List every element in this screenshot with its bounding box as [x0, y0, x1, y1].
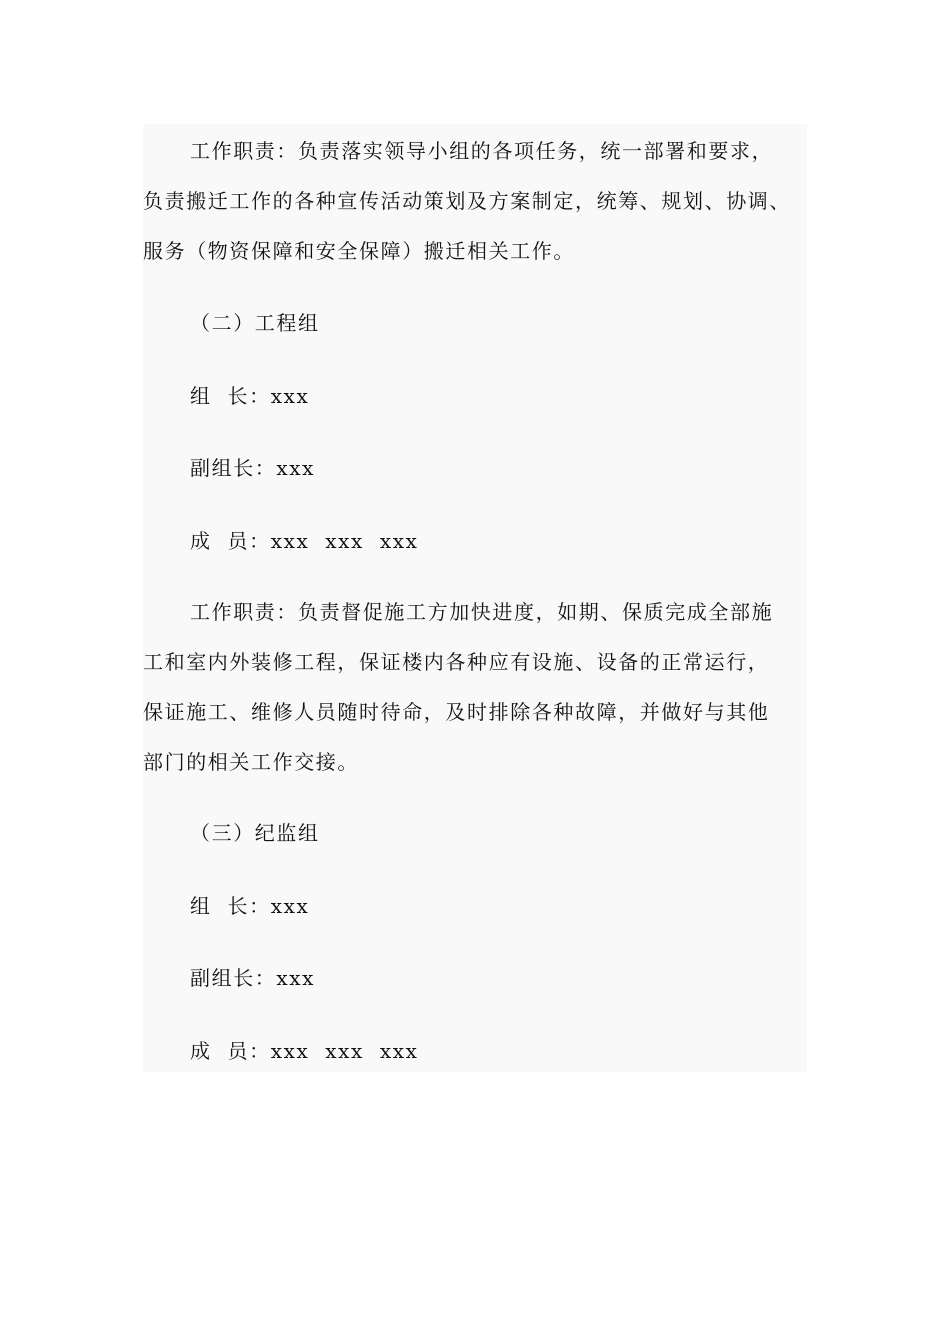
discipline-members: 成 员：xxx xxx xxx [190, 1039, 419, 1063]
discipline-leader: 组 长：xxx [190, 894, 310, 918]
duty-paragraph-2-line-3: 保证施工、维修人员随时待命，及时排除各种故障，并做好与其他 [143, 700, 770, 724]
duty-paragraph-2-line-4: 部门的相关工作交接。 [143, 750, 359, 774]
duty-paragraph-2-line-2: 工和室内外装修工程，保证楼内各种应有设施、设备的正常运行， [143, 650, 770, 674]
discipline-deputy-leader: 副组长：xxx [190, 966, 316, 990]
duty-paragraph-1-line-1: 工作职责：负责落实领导小组的各项任务，统一部署和要求， [190, 139, 774, 163]
section-heading-discipline: （三）纪监组 [190, 821, 320, 845]
duty-paragraph-2-line-1: 工作职责：负责督促施工方加快进度，如期、保质完成全部施 [190, 600, 774, 624]
engineering-members: 成 员：xxx xxx xxx [190, 529, 419, 553]
engineering-leader: 组 长：xxx [190, 384, 310, 408]
document-body [143, 124, 807, 1072]
duty-paragraph-1-line-3: 服务（物资保障和安全保障）搬迁相关工作。 [143, 239, 575, 263]
section-heading-engineering: （二）工程组 [190, 311, 320, 335]
engineering-deputy-leader: 副组长：xxx [190, 456, 316, 480]
duty-paragraph-1-line-2: 负责搬迁工作的各种宣传活动策划及方案制定，统筹、规划、协调、 [143, 189, 791, 213]
